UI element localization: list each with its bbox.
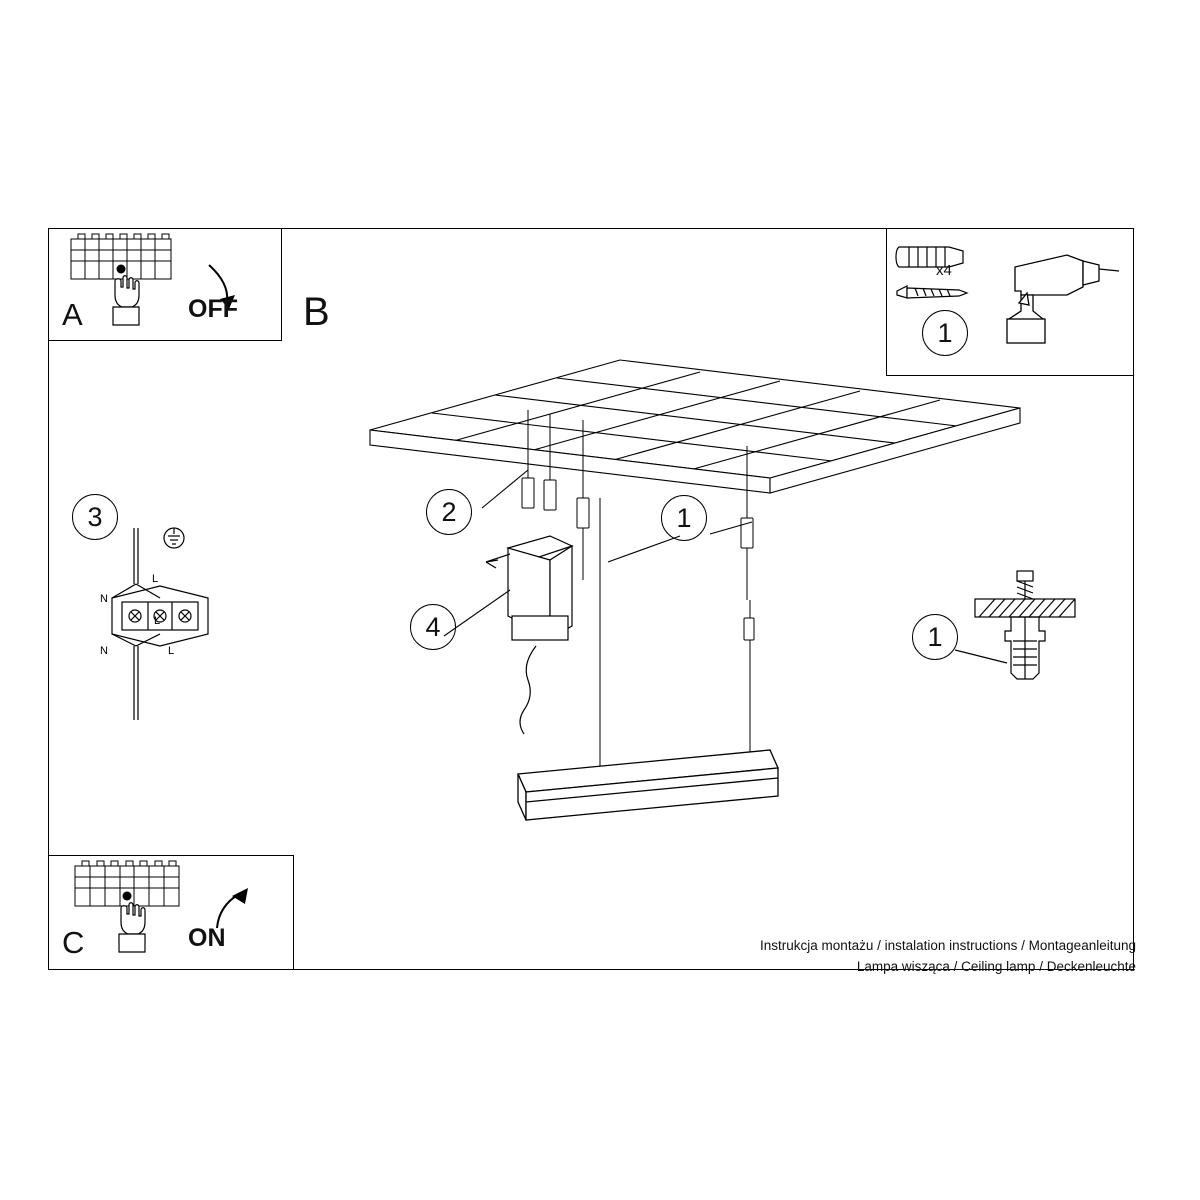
panel-a-switch-off <box>48 228 282 341</box>
footer-text <box>760 936 1136 978</box>
callout-wiring-number: 3 <box>72 494 118 540</box>
footer-line-1: Instrukcja montażu / instalation instructions / Montageanleitung <box>760 938 1136 954</box>
panel-c-drawing <box>49 856 292 968</box>
callout-2: 2 <box>426 489 472 535</box>
panel-a-letter: A <box>62 297 83 332</box>
panel-c-state-label: ON <box>188 924 226 952</box>
svg-text:N: N <box>100 645 108 657</box>
callout-leader-lines <box>390 450 810 670</box>
panel-a-state-label: OFF <box>188 295 238 323</box>
quantity-label: x4 <box>936 262 952 279</box>
callout-1-main: 1 <box>661 495 707 541</box>
footer-line-2: Lampa wisząca / Ceiling lamp / Deckenleuchte <box>856 959 1136 975</box>
panel-c-letter: C <box>62 925 85 960</box>
section-label-b: B <box>303 290 330 334</box>
callout-drill-number: 1 <box>922 310 968 356</box>
svg-text:L: L <box>152 573 159 585</box>
callout-4: 4 <box>410 604 456 650</box>
svg-text:L: L <box>154 615 161 627</box>
wiring-diagram <box>92 520 232 735</box>
svg-text:L: L <box>168 645 175 657</box>
panel-a-drawing <box>49 229 280 339</box>
callout-anchor-number: 1 <box>912 614 958 660</box>
panel-c-switch-on <box>48 855 294 970</box>
svg-text:N: N <box>100 593 108 605</box>
